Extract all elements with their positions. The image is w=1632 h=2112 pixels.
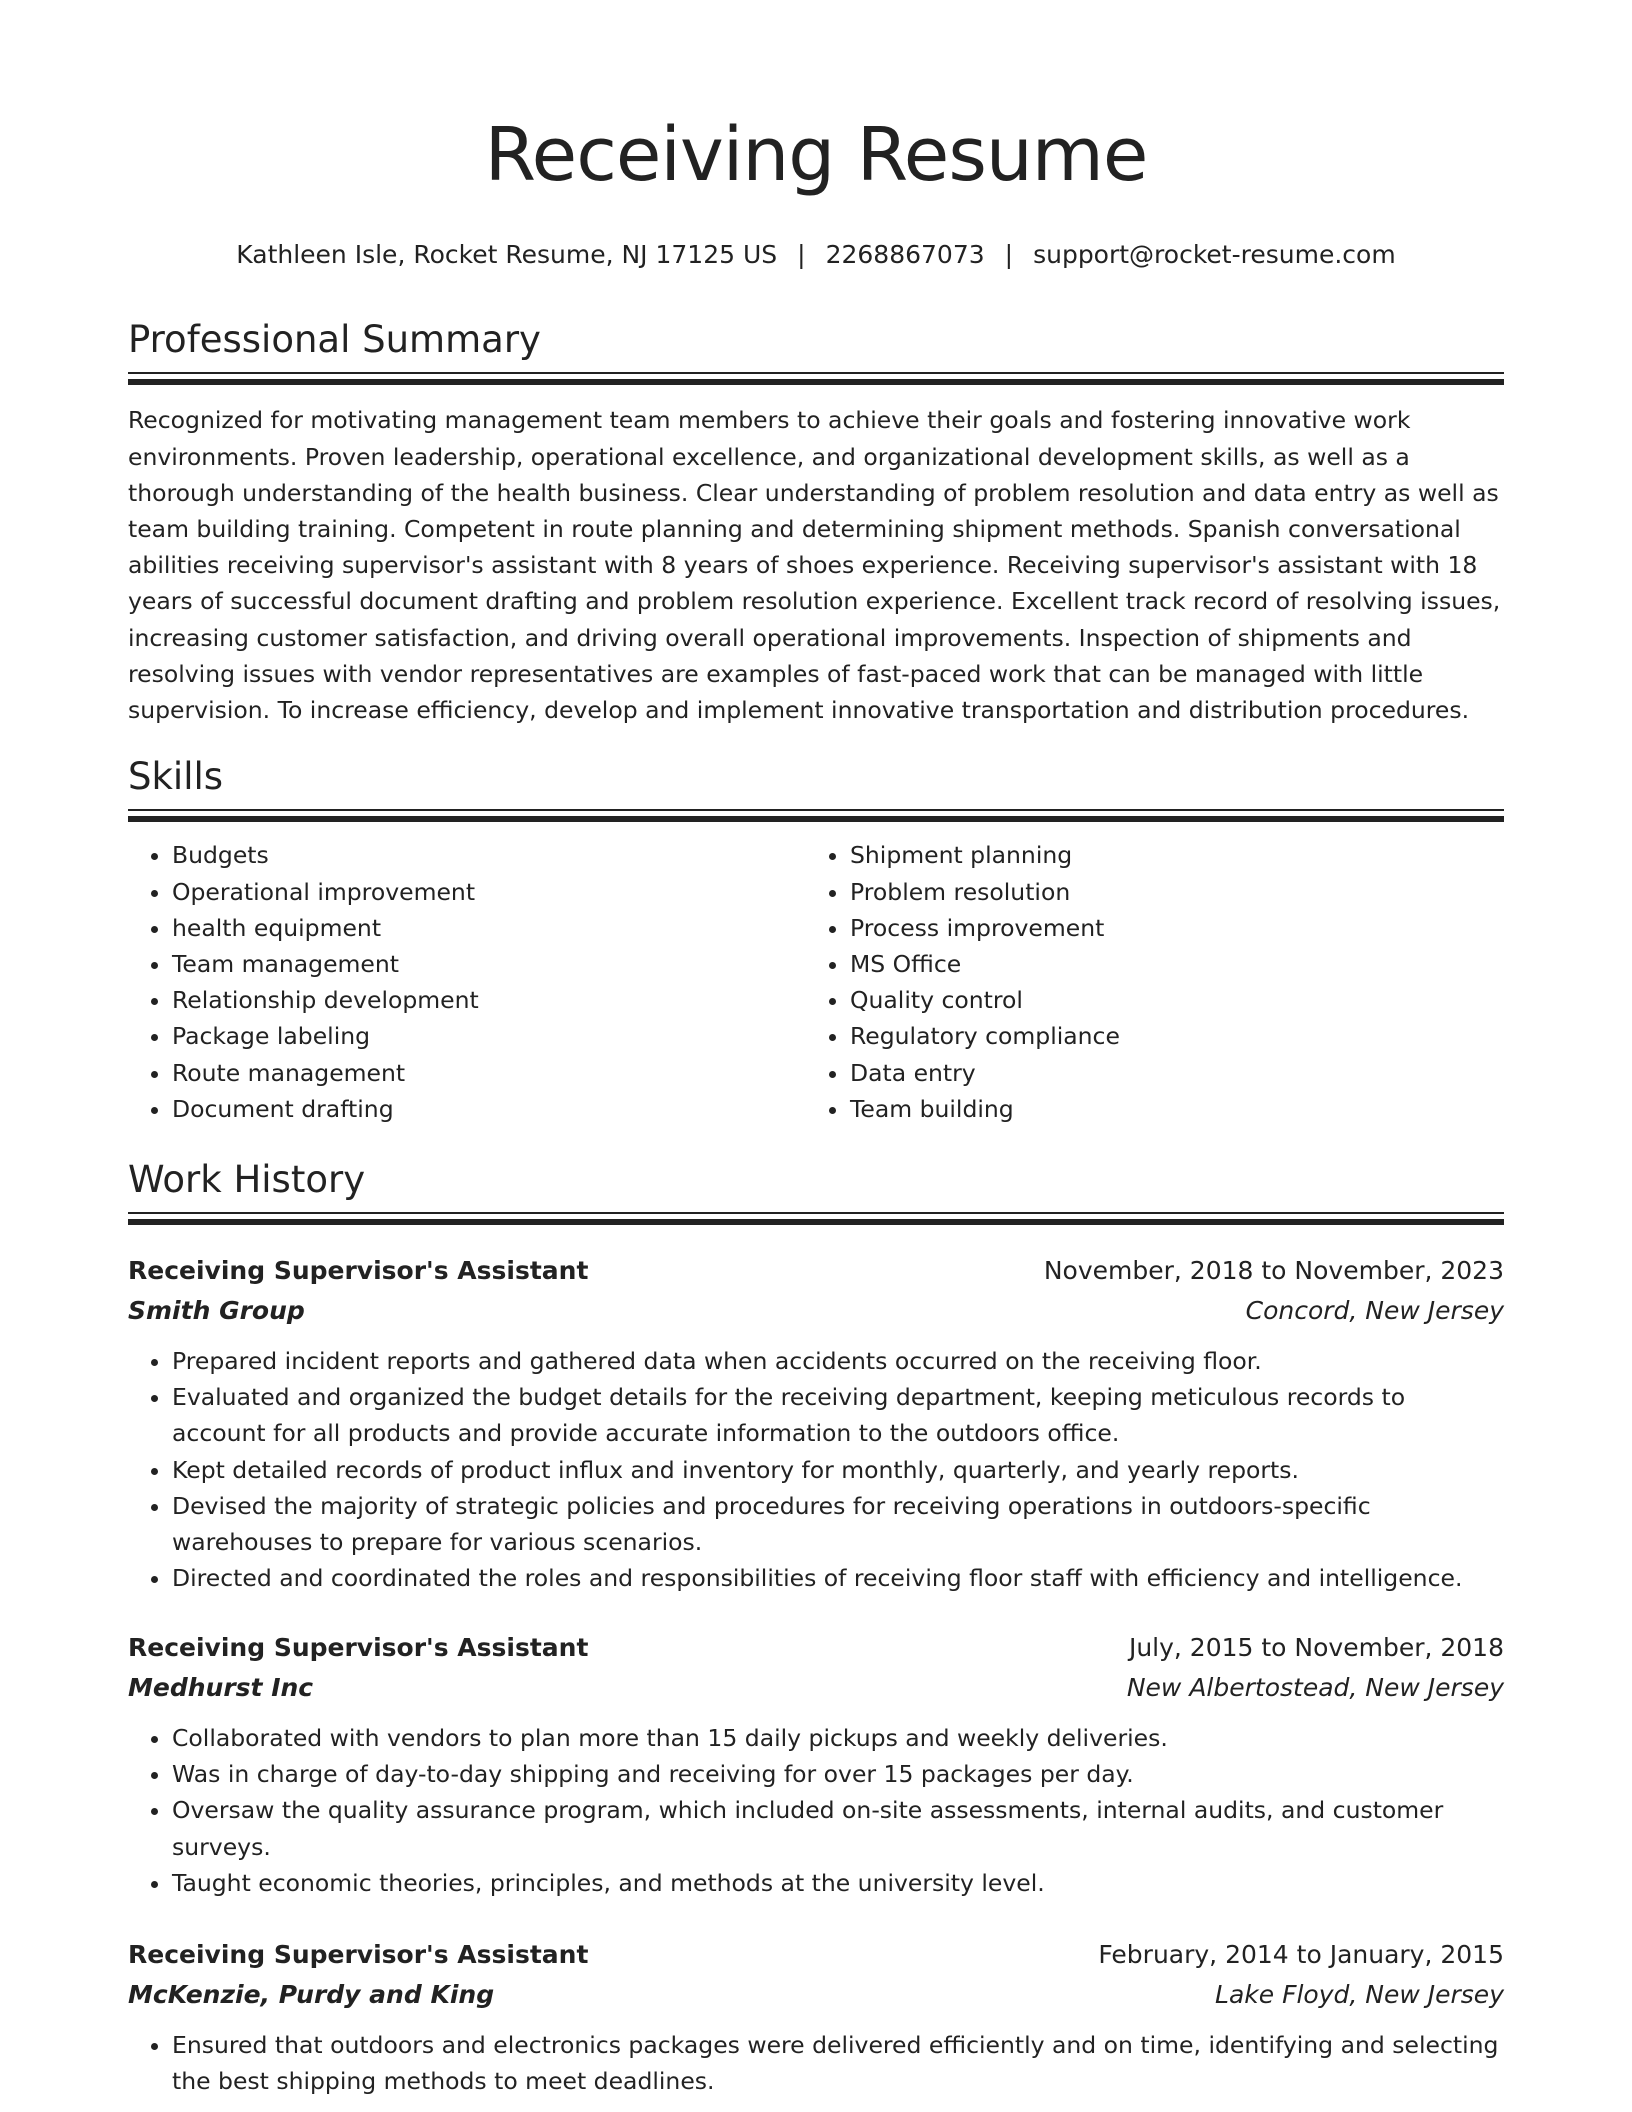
skills-heading: Skills	[128, 755, 224, 798]
work-history-section	[128, 1158, 1504, 1226]
job-company: McKenzie, Purdy and King	[128, 1980, 495, 2009]
job-dates: July, 2015 to November, 2018	[1128, 1633, 1504, 1662]
skill-item: • Budgets	[172, 837, 806, 873]
job-title: Receiving Supervisor's Assistant	[128, 1633, 589, 1662]
summary-section	[128, 318, 1504, 728]
contact-separator: |	[797, 240, 806, 269]
job-entry	[128, 1251, 1504, 1596]
job-bullet: • Prepared incident reports and gathered data when accidents occurred on the receiving floor.	[172, 1343, 1504, 1379]
job-bullet: • Taught economic theories, principles, and methods at the university level.	[172, 1865, 1504, 1901]
job-bullet: • Directed and coordinated the roles and responsibilities of receiving floor staff with efficiency and intelligence.	[172, 1560, 1504, 1596]
section-divider	[128, 372, 1504, 386]
job-bullet: • Devised the majority of strategic policies and procedures for receiving operations in outdoors-specific warehouses to prepare for various scenarios.	[172, 1488, 1504, 1560]
skill-item: • Relationship development	[172, 982, 806, 1018]
skills-section	[128, 755, 1504, 1127]
skill-item: • Team management	[172, 946, 806, 982]
job-company: Medhurst Inc	[128, 1673, 314, 1702]
page-title: Receiving Resume	[484, 112, 1148, 198]
summary-heading: Professional Summary	[128, 318, 541, 361]
skill-item: • Quality control	[850, 982, 1484, 1018]
skill-item: • Document drafting	[172, 1091, 806, 1127]
job-bullet: • Ensured that outdoors and electronics packages were delivered efficiently and on time, identifying and selecting the best shipping methods to meet deadlines.	[172, 2027, 1504, 2099]
job-location: Lake Floyd, New Jersey	[1215, 1980, 1504, 2009]
skill-item: • Package labeling	[172, 1018, 806, 1054]
skills-columns	[128, 837, 1504, 1127]
job-title: Receiving Supervisor's Assistant	[128, 1256, 589, 1285]
job-dates: November, 2018 to November, 2023	[1043, 1256, 1504, 1285]
skill-item: • health equipment	[172, 910, 806, 946]
section-divider	[128, 1212, 1504, 1226]
section-divider	[128, 809, 1504, 823]
job-bullets	[128, 2027, 1504, 2099]
job-title: Receiving Supervisor's Assistant	[128, 1940, 589, 1969]
skill-item: • Problem resolution	[850, 874, 1484, 910]
skill-item: • Data entry	[850, 1055, 1484, 1091]
skill-item: • Regulatory compliance	[850, 1018, 1484, 1054]
job-entry	[128, 1935, 1504, 2099]
job-location: Concord, New Jersey	[1245, 1296, 1504, 1325]
skills-list-left	[128, 837, 806, 1127]
skill-item: • Process improvement	[850, 910, 1484, 946]
contact-email: support@rocket-resume.com	[1033, 240, 1396, 269]
job-location: New Albertostead, New Jersey	[1126, 1673, 1504, 1702]
contact-address: Kathleen Isle, Rocket Resume, NJ 17125 US	[236, 240, 778, 269]
contact-separator: |	[1004, 240, 1014, 269]
contact-line	[128, 240, 1504, 270]
skill-item: • Route management	[172, 1055, 806, 1091]
skill-item: • Operational improvement	[172, 874, 806, 910]
job-entry	[128, 1628, 1504, 1901]
job-bullet: • Kept detailed records of product influx and inventory for monthly, quarterly, and yearly reports.	[172, 1452, 1504, 1488]
work-history-heading: Work History	[128, 1158, 366, 1201]
job-bullets	[128, 1343, 1504, 1596]
skills-list-right	[806, 837, 1484, 1127]
job-bullet: • Oversaw the quality assurance program, which included on-site assessments, internal audits, and customer surveys.	[172, 1792, 1504, 1864]
job-bullet: • Was in charge of day-to-day shipping and receiving for over 15 packages per day.	[172, 1756, 1504, 1792]
skill-item: • Shipment planning	[850, 837, 1484, 873]
contact-phone: 2268867073	[825, 240, 985, 269]
job-company: Smith Group	[128, 1296, 305, 1325]
skill-item: • MS Office	[850, 946, 1484, 982]
job-dates: February, 2014 to January, 2015	[1098, 1940, 1504, 1969]
summary-text: Recognized for motivating management team members to achieve their goals and fostering innovative work environments. Proven leadership, operational excellence, and organizational development skills, as well as a thorough understanding of the health business. Clear understanding of problem resolution and data entry as well as team building training. Competent in route planning and determining shipment methods. Spanish conversational abilities receiving supervisor's assistant with 8 years of shoes experience. Receiving supervisor's assistant with 18 years of successful document drafting and problem resolution experience. Excellent track record of resolving issues, increasing customer satisfaction, and driving overall operational improvements. Inspection of shipments and resolving issues with vendor representatives are examples of fast-paced work that can be managed with little supervision. To increase efficiency, develop and implement innovative transportation and distribution procedures.	[128, 406, 1501, 725]
job-bullet: • Collaborated with vendors to plan more than 15 daily pickups and weekly deliveries.	[172, 1720, 1504, 1756]
job-bullets	[128, 1720, 1504, 1901]
job-bullet: • Evaluated and organized the budget details for the receiving department, keeping meticulous records to account for all products and provide accurate information to the outdoors office.	[172, 1379, 1504, 1451]
skill-item: • Team building	[850, 1091, 1484, 1127]
